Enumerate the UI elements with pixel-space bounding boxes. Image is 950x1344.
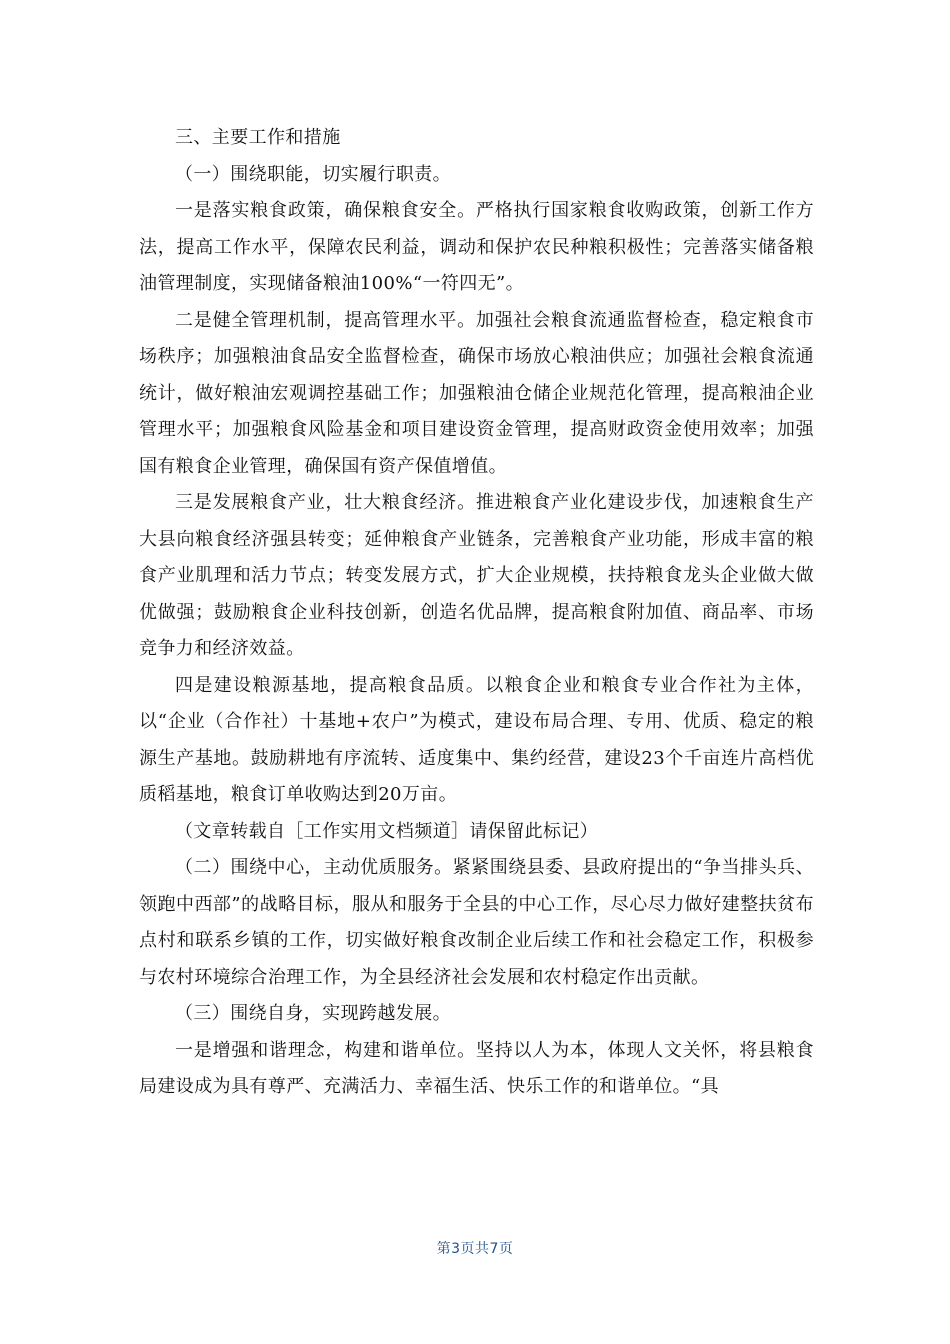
document-body — [139, 120, 814, 1106]
paragraph-management: 二是健全管理机制，提高管理水平。加强社会粮食流通监督检查，稳定粮食市场秩序；加强粮油食品安全监督检查，确保市场放心粮油供应；加强社会粮食流通统计，做好粮油宏观调控基础工作；加强粮油仓储企业规范化管理，提高粮油企业管理水平；加强粮食风险基金和项目建设资金管理，提高财政资金使用效率；加强国有粮食企业管理，确保国有资产保值增值。 — [139, 309, 814, 477]
paragraph-base: 四是建设粮源基地，提高粮食品质。以粮食企业和粮食专业合作社为主体，以“企业（合作社）十基地+农户”为模式，建设布局合理、专用、优质、稳定的粮源生产基地。鼓励耕地有序流转、适度集中、集约经营，建设23个千亩连片高档优质稻基地，粮食订单收购达到20万亩。 — [139, 674, 814, 805]
subsection-heading-3: （三）围绕自身，实现跨越发展。 — [175, 1003, 451, 1024]
paragraph-industry: 三是发展粮食产业，壮大粮食经济。推进粮食产业化建设步伐，加速粮食生产大县向粮食经济强县转变；延伸粮食产业链条，完善粮食产业功能，形成丰富的粮食产业肌理和活力节点；转变发展方式，扩大企业规模，扶持粮食龙头企业做大做优做强；鼓励粮食企业科技创新，创造名优品牌，提高粮食附加值、商品率、市场竞争力和经济效益。 — [139, 492, 814, 659]
section-heading: 三、主要工作和措施 — [175, 127, 341, 148]
page-number: 第3页共7页 — [436, 1241, 514, 1257]
paragraph-policy: 一是落实粮食政策，确保粮食安全。严格执行国家粮食收购政策，创新工作方法，提高工作水平，保障农民利益，调动和保护农民种粮积极性；完善落实储备粮油管理制度，实现储备粮油100%“一符四无”。 — [139, 200, 814, 294]
subsection-heading-2: （二）围绕中心，主动优质服务。紧紧围绕县委、县政府提出的“争当排头兵、领跑中西部”的战略目标，服从和服务于全县的中心工作，尽心尽力做好建整扶贫布点村和联系乡镇的工作，切实做好粮食改制企业后续工作和社会稳定工作，积极参与农村环境综合治理工作，为全县经济社会发展和农村稳定作出贡献。 — [139, 857, 814, 988]
subsection-heading-1: （一）围绕职能，切实履行职责。 — [175, 163, 451, 185]
paragraph-source-note: （文章转载自［工作实用文档频道］请保留此标记） — [175, 820, 599, 842]
paragraph-harmony: 一是增强和谐理念，构建和谐单位。坚持以人为本，体现人文关怀，将县粮食局建设成为具有尊严、充满活力、幸福生活、快乐工作的和谐单位。“具 — [139, 1039, 814, 1097]
